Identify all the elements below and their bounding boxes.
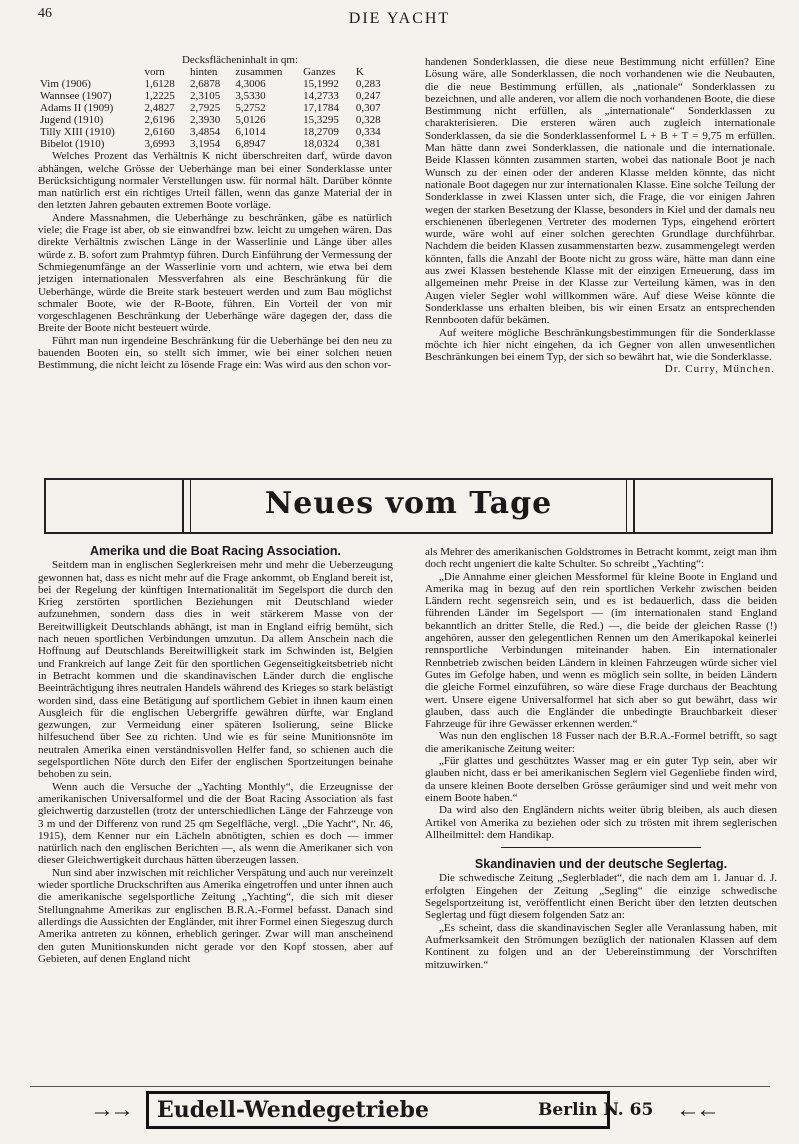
paragraph: „Für glattes und geschütztes Wasser mag er ein guter Typ sein, aber wir glauben nicht, dass er bei amerikanischen Seglern viel Gegenliebe finden wird, da unsere kleinen Boote derselben Grösse geräumiger sind und weit mehr von einem Boote haben.“ [425, 755, 777, 804]
table-header-cell: zusammen [235, 66, 283, 79]
footer-rule [30, 1086, 770, 1087]
table-cell: 6,8947 [235, 138, 266, 151]
table-cell: 0,307 [355, 102, 381, 115]
table-header-cell: vorn [144, 66, 165, 79]
deck-area-table [38, 66, 392, 150]
top-right-column [425, 56, 775, 376]
table-cell: 0,283 [355, 78, 381, 91]
paragraph: Führt man nun irgendeine Beschränkung für die Ueberhänge bei den neu zu bauenden Booten ein, so stellt sich immer, wie bei einer solchen neuen Bestimmung, die nicht leicht zu lösende Frage ein: Was wird aus den schon vor- [38, 334, 392, 372]
table-cell: 3,6993 [144, 138, 175, 151]
table-cell: 4,3006 [235, 78, 266, 91]
table-row [38, 90, 392, 102]
article-title: Skandinavien und der deutsche Seglertag. [474, 857, 728, 872]
table-header-cell: K [355, 66, 364, 79]
table-cell: 3,1954 [189, 138, 221, 151]
table-cell: 18,0324 [303, 138, 339, 151]
table-cell: 0,381 [355, 138, 381, 151]
table-cell: 0,334 [355, 126, 381, 139]
table-title: Decksflächeninhalt in qm: [181, 54, 299, 66]
article-title: Amerika und die Boat Racing Association. [90, 544, 341, 558]
section-headline: Neues vom Tage [264, 486, 553, 521]
table-row [38, 102, 392, 114]
advertisement [90, 1091, 720, 1131]
paragraph: Da wird also den Engländern nichts weiter übrig bleiben, als auch diesen Artikel von Amerika zu beziehen oder sich zu trösten mit ihrem seglerischen Allheilmittel: dem Handikap. [425, 804, 777, 841]
paragraph: „Die Annahme einer gleichen Messformel für kleine Boote in England und Amerika mag in bezug auf den rein sportlichen Verkehr zwischen beiden Ländern recht segensreich sein, und es ist bedauerlich, dass die beiden führenden Länder im Segelsport — (im internationalen stand England bekanntlich an dritter Stelle, die Red.) —, die beide der gleichen Rasse (!) angehören, ausser den gelegentlichen Rennen um den Amerikapokal keinerlei rennsportliche Verbindungen miteinander haben. Ein internationaler Rennbetrieb zwischen beiden Ländern in kleinen Fahrzeugen würde sicher viel Gutes im Gefolge haben, und wenn es möglich sein sollte, in beiden Ländern die gleiche Formel einzuführen, so wäre diese Frage durchaus der Beachtung wert. Unsere eigene Universalformel hat sich aber so gut bewährt, dass wir glauben, dass auch die Engländer die unbedingte Brauchbarkeit dieser Fahrzeuge für ihre Gewässer erkennen werden.“ [425, 570, 777, 731]
table-header-cell: Ganzes [303, 66, 336, 79]
running-title: DIE YACHT [348, 10, 451, 27]
paragraph: Was nun den englischen 18 Fusser nach der B.R.A.-Formel betrifft, so sagt die amerikanische Zeitung weiter: [425, 730, 777, 755]
table-cell: 14,2733 [303, 90, 339, 103]
table-cell: 2,7925 [189, 102, 221, 115]
paragraph: Seitdem man in englischen Seglerkreisen mehr und mehr die Ueberzeugung gewonnen hat, dass es nicht mehr auf die Frage ankommt, ob England bereit ist, bei der Regelung der künftigen Internationalität im Segelsport die durch den Krieg zerstörten sportlichen Beziehungen mit Deutschland wieder aufzunehmen, sondern dass dies in weit stärkerem Masse von der Bereitwilligkeit Deutschlands abhängt, ist man in England eifrig bemüht, sich nach neuen sportlichen Verbindungen umzutun. Da allem Anschein nach die Hoffnung auf Deutschlands Bereitwilligkeit stark im Schwinden ist, Belgien und Frankreich auf lange Zeit für den sportlichen Gegenseitigkeitsbetrieb nicht in Betracht kommen und die skandinavischen Länder durch die englische Beeinträchtigung ihres neutralen Handels während des Krieges so stark belästigt worden sind, dass eine Betätigung auf sportlichem Gebiet in ihnen kaum einen Ausgleich für die englischen Uebergriffe gewähren dürfte, war England gezwungen, zur Vermeidung einer späteren Isolierung, seine Blicke hilfesuchend über See zu richten. Und wie es für seine Munitionsnöte im neutralen Amerika einen verständnisvollen Helfer fand, so schienen auch die segelsportlichen Nöte durch den Eifer der englischen Sportzeitungen beinahe behoben zu sein. [38, 559, 393, 781]
table-cell: 6,1014 [235, 126, 266, 139]
table-cell: 17,1784 [303, 102, 339, 115]
table-cell: 2,3930 [189, 114, 221, 127]
table-row [38, 138, 392, 150]
table-cell: 2,6878 [189, 78, 221, 91]
page-number: 46 [38, 6, 52, 21]
table-cell: 15,1992 [303, 78, 339, 91]
table-cell: 3,5330 [235, 90, 266, 103]
table-cell: Tilly XIII (1910) [40, 126, 115, 139]
paragraph: als Mehrer des amerikanischen Goldstromes in Betracht kommt, zeigt man ihm doch recht ungeniert die kalte Schulter. So schreibt „Yachting“: [425, 546, 777, 571]
table-cell: 1,2225 [144, 90, 175, 103]
paragraph: Andere Massnahmen, die Ueberhänge zu beschränken, gäbe es natürlich viele; die Frage ist aber, ob sie einwandfrei bzw. leicht zu umgehen wären. Das direkte Verhältnis zwischen Länge in der Wasserlinie und Länge über alles würde z. B. sofort zum Prahmtyp führen. Durch Einführung der Vermessung der Schmiegenumfänge an der Wasserlinie vorn und achtern, wie etwa bei dem jetzigen internationalen Messverfahren als eine Beschränkung für die Ueberhänge, würde die Breite stark besteuert werden und zum Bau möglichst schmaler Boote, wie der R-Boote, führen. Ein Vorteil der von mir vorgeschlagenen Beschränkung der Ueberhänge wäre dagegen der, dass die Breite der Boote nicht besteuert würde. [38, 211, 392, 335]
table-header-cell [38, 66, 143, 78]
table-cell: 3,4854 [189, 126, 221, 139]
arrow-left-icon: ←← [676, 1097, 716, 1123]
table-cell: Vim (1906) [40, 78, 91, 91]
paragraph: Die schwedische Zeitung „Seglerbladet“, die nach dem am 1. Januar d. J. erfolgten Eingehen der Zeitung „Segling“ die einzige schwedische Segelsportzeitung ist, veröffentlicht einen Bericht über den letzten deutschen Seglertag und fügt diesem folgenden Satz an: [425, 872, 777, 922]
article-right-column [425, 546, 777, 971]
table-cell: 5,2752 [235, 102, 266, 115]
table-header-row [38, 66, 392, 78]
paragraph: Nun sind aber inzwischen mit reichlicher Verspätung und auch nur vereinzelt wieder sportliche Druckschriften aus Amerika eingetroffen und unter ihnen auch die amerikanische segelsportliche Zeitung „Yachting“, die sich mit dieser Stellungnahme Amerikas zur englischen B.R.A.-Formel befasst. Danach sind allerdings die Aussichten der Engländer, mit ihrer Formel einen Siegeszug durch Amerika antreten zu können, erheblich geringer. Zwar will man anscheinend den guten Munitionskunden nicht gerade vor den Kopf stossen, aber auf Gebieten, auf denen England nicht [38, 866, 393, 965]
table-cell: 2,3105 [189, 90, 221, 103]
table-row [38, 126, 392, 138]
top-left-column [38, 54, 392, 372]
article-left-column [38, 545, 393, 965]
section-banner [44, 478, 773, 534]
table-header-cell: hinten [189, 66, 218, 79]
advertisement-city: Berlin N. 65 [538, 1100, 654, 1120]
paragraph: handenen Sonderklassen, die diese neue Bestimmung nicht erfüllen? Eine Lösung wäre, alle Sonderklassen, die noch vorhandenen wie die Neubauten, die die neue Bestimmung erfüllen, als „nationale“ Sonderklassen zu bezeichnen, und alle anderen, vor allem die noch vorhandenen Boote, die diese Bestimmung nicht erfüllen, als „internationale“ Sonderklassen zu charakterisieren. Die ersteren wären auch zugleich internationale Sonderklassen, da sie die Sonderklassenformel L + B + T = 9,75 m erfüllen. Man hätte dann zwei Sonderklassen, die nationale und die internationale. Beide Klassen könnten zusammen starten, wobei das nationale Boot je nach Wunsch zu der einen oder der anderen Klasse melden könnte, das nicht nationale Boot dagegen nur zur internationalen Klasse. Eine solche Teilung der Sonderklasse in zwei Klassen unter sich, die Frage, die vor einigen Jahren wegen der starken Besetzung der Klasse, besonders in Kiel und der damals neu erschienenen überlegenen Vertreter des modernen Typs, eingehend erörtert wurde, wäre wohl auf einer solchen gerechten Grundlage durchführbar. Nachdem die beiden Klassen zusammenstarten bezw. zusammengelegt werden könnten, falls die Anzahl der Boote nicht zu gross wäre, hätte man dann eine aus zwei Klassen bestehende Klasse mit der einzigen Erneuerung, dass im allgemeinen mehr Preise in der Klasse zur Verteilung kämen, was in den Augen vieler Segler wohl willkommen wäre. Auf diese Weise könnte die Sonderklasse uns erhalten bleiben, bis wir einen Ersatz an entsprechenden Rennbooten dafür bekämen. [425, 56, 775, 327]
table-cell: 5,0126 [235, 114, 266, 127]
table-cell: 2,6160 [144, 126, 175, 139]
table-cell: 0,328 [355, 114, 381, 127]
table-cell: 2,4827 [144, 102, 175, 115]
table-cell: Wannsee (1907) [40, 90, 112, 103]
author-signature: Dr. Curry, München. [664, 363, 775, 376]
paragraph: Auf weitere mögliche Beschränkungsbestimmungen für die Sonderklasse möchte ich hier nicht eingehen, da ich Gegner von allen unwesentlichen Beschränkungen bei einem Typ, der sich so bewährt hat, wie die Sonderklasse. [425, 326, 775, 364]
table-cell: Jugend (1910) [40, 114, 104, 127]
table-cell: Bibelot (1910) [40, 138, 105, 151]
table-row [38, 114, 392, 126]
table-cell: 0,247 [355, 90, 381, 103]
advertisement-brand: Eudell-Wendegetriebe [157, 1097, 429, 1123]
section-divider [501, 847, 701, 848]
table-row [38, 78, 392, 90]
table-cell: 15,3295 [303, 114, 339, 127]
table-cell: 2,6196 [144, 114, 175, 127]
table-cell: Adams II (1909) [40, 102, 114, 115]
table-cell: 1,6128 [144, 78, 175, 91]
paragraph: „Es scheint, dass die skandinavischen Segler alle Veranlassung haben, mit Aufmerksamkeit den Strömungen bezüglich der nationalen Klassen auf dem Kontinent zu folgen und an der Uebereinstimmung der Vorschriften mitzuwirken.“ [425, 921, 777, 971]
paragraph: Wenn auch die Versuche der „Yachting Monthly“, die Erzeugnisse der amerikanischen Universalformel und die der Boat Racing Association als fast gleichwertig darzustellen (trotz der unterschiedlichen Länge der Fahrzeuge von 3 m und der Differenz von rund 25 qm Segelfläche, vergl. „Die Yacht“, Nr. 46, 1915), dem Kenner nur ein Lächeln abnötigten, schien es doch — immer natürlich nach den englischen Berichten —, als wenn die Amerikaner sich von dieser Gleichwertigkeit durchaus hätten überzeugen lassen. [38, 780, 393, 867]
table-cell: 18,2709 [303, 126, 339, 139]
paragraph: Welches Prozent das Verhältnis K nicht überschreiten darf, würde davon abhängen, welche Grösse der Ueberhänge man bei einer Sonderklasse unter Berücksichtigung normaler Verstellungen usw. für normal hält. Darüber könnte man natürlich erst ein richtiges Urteil fällen, wenn das ganze Material der in den letzten Jahren gebauten extremen Boote vorläge. [38, 150, 392, 212]
arrow-right-icon: →→ [90, 1097, 130, 1123]
